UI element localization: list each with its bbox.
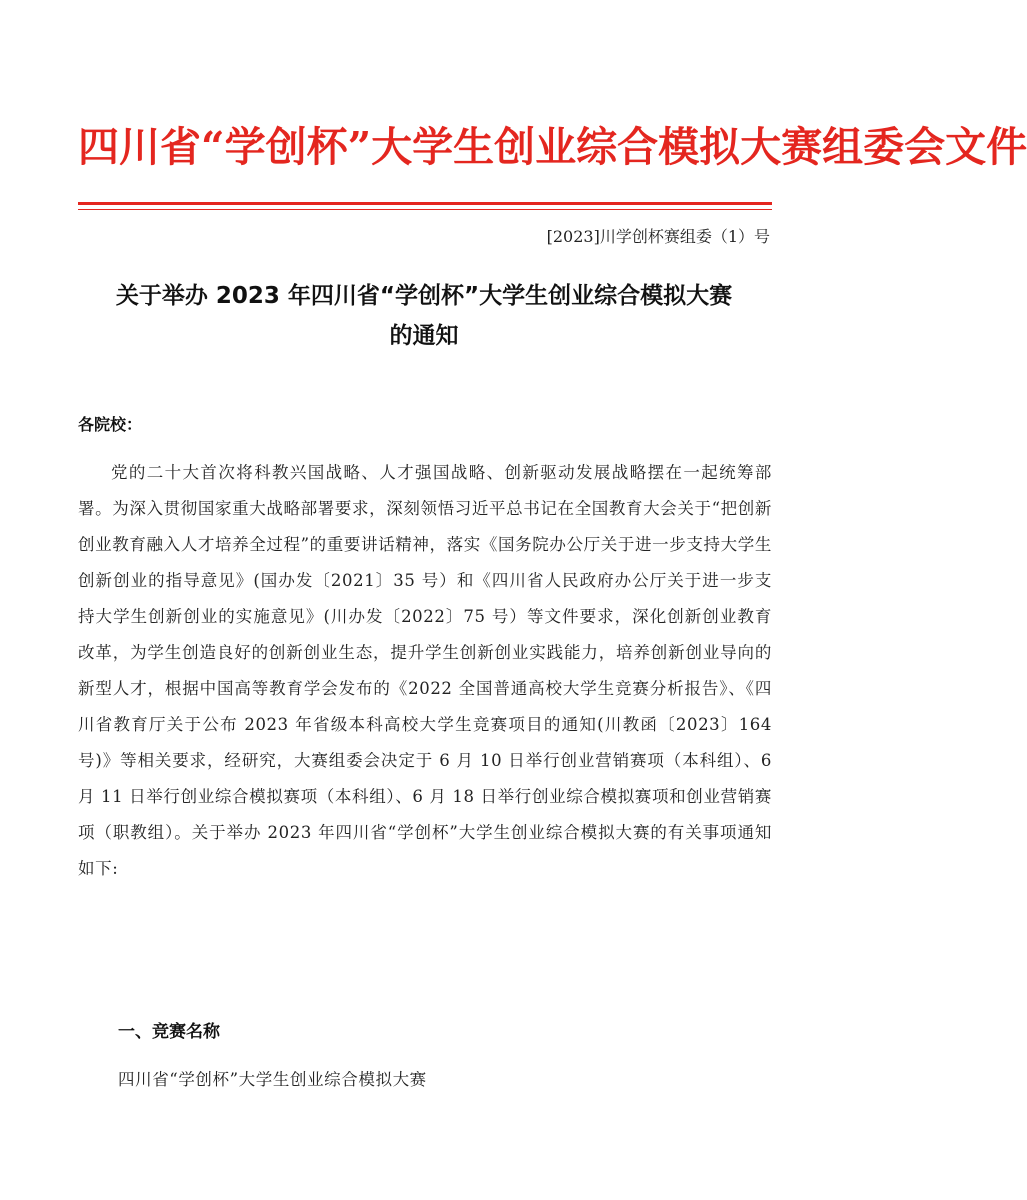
notice-body-paragraph: 党的二十大首次将科教兴国战略、人才强国战略、创新驱动发展战略摆在一起统筹部署。为深入贯彻国家重大战略部署要求，深刻领悟习近平总书记在全国教育大会关于“把创新创业教育融入人才培养全过程”的重要讲话精神，落实《国务院办公厅关于进一步支持大学生创新创业的指导意见》(国办发〔2021〕35 号）和《四川省人民政府办公厅关于进一步支持大学生创新创业的实施意见》(川办发〔2022〕75 号）等文件要求，深化创新创业教育改革，为学生创造良好的创新创业生态，提升学生创新创业实践能力，培养创新创业导向的新型人才，根据中国高等教育学会发布的《2022 全国普通高校大学生竞赛分析报告》、《四川省教育厅关于公布 2023 年省级本科高校大学生竞赛项目的通知(川教函〔2023〕164 号)》等相关要求，经研究，大赛组委会决定于 6 月 10 日举行创业营销赛项（本科组）、6 月 11 日举行创业综合模拟赛项（本科组）、6 月 18 日举行创业综合模拟赛项和创业营销赛项（职教组）。关于举办 2023 年四川省“学创杯”大学生创业综合模拟大赛的有关事项通知如下: <box>78 463 772 878</box>
red-rule-thin <box>78 209 772 210</box>
section-1-heading: 一、竞赛名称 <box>118 1022 220 1042</box>
section-1-content: 四川省“学创杯”大学生创业综合模拟大赛 <box>118 1070 427 1089</box>
masthead-title: 四川省“学创杯”大学生创业综合模拟大赛组委会文件 <box>78 123 1027 171</box>
document-number: [2023]川学创杯赛组委（1）号 <box>546 227 770 246</box>
notice-title-line-2: 的通知 <box>389 323 459 349</box>
red-rule-thick <box>78 202 772 205</box>
notice-title <box>70 276 778 356</box>
notice-title-line-1: 关于举办 2023 年四川省“学创杯”大学生创业综合模拟大赛 <box>115 283 733 309</box>
salutation: 各院校： <box>78 415 143 434</box>
